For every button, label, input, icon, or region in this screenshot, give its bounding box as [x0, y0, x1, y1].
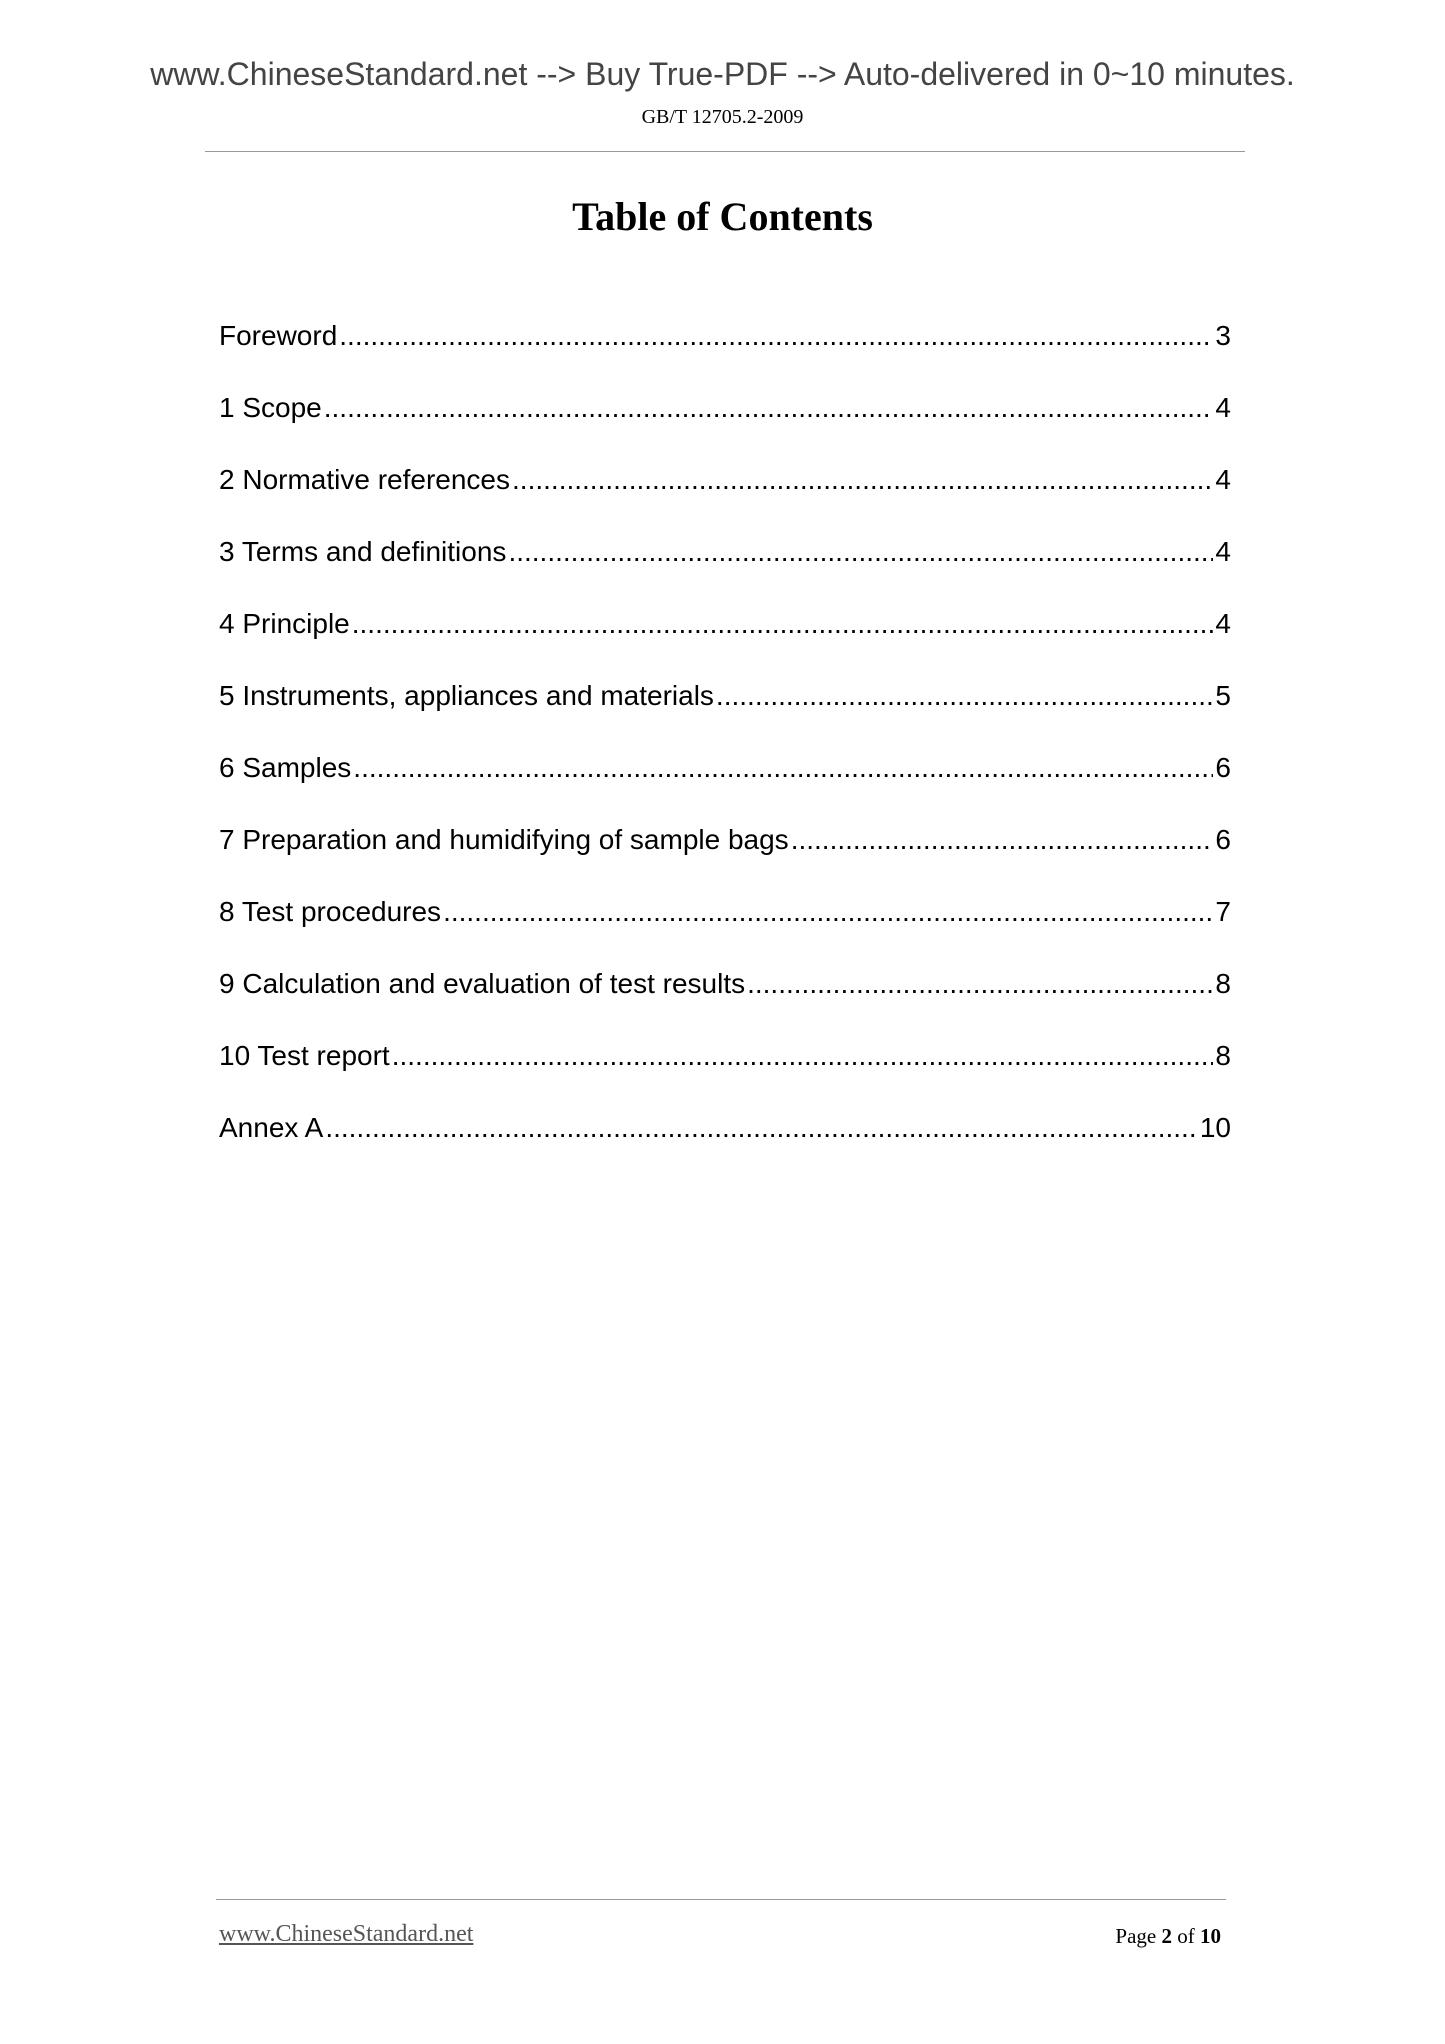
toc-entry-page: 5: [1215, 680, 1231, 711]
table-of-contents: [219, 318, 1231, 1182]
dot-leader: [716, 678, 1214, 714]
footer-website-link[interactable]: www.ChineseStandard.net: [219, 1921, 474, 1947]
toc-entry-page: 10: [1199, 1112, 1231, 1143]
page-current: 2: [1161, 1924, 1172, 1948]
toc-entry-test-procedures[interactable]: [219, 894, 1231, 966]
dot-leader: [324, 390, 1214, 426]
toc-entry-page: 4: [1215, 608, 1231, 639]
dot-leader: [352, 606, 1214, 642]
toc-entry-page: 6: [1215, 752, 1231, 783]
page-prefix: Page: [1115, 1924, 1157, 1948]
dot-leader: [339, 318, 1213, 354]
toc-entry-principle[interactable]: [219, 606, 1231, 678]
toc-entry-label: 9 Calculation and evaluation of test results: [219, 968, 746, 999]
toc-entry-label: 2 Normative references: [219, 464, 511, 495]
page-total: 10: [1200, 1924, 1221, 1948]
toc-entry-normative-references[interactable]: [219, 462, 1231, 534]
toc-entry-label: Annex A: [219, 1112, 324, 1143]
dot-leader: [791, 822, 1214, 858]
toc-entry-page: 6: [1215, 824, 1231, 855]
toc-entry-calculation[interactable]: [219, 966, 1231, 1038]
dot-leader: [747, 966, 1213, 1002]
toc-entry-label: 8 Test procedures: [219, 896, 442, 927]
page-of: of: [1177, 1924, 1195, 1948]
toc-entry-label: 7 Preparation and humidifying of sample bags: [219, 824, 789, 855]
page-number: [1115, 1924, 1221, 1949]
toc-entry-preparation[interactable]: [219, 822, 1231, 894]
toc-entry-scope[interactable]: [219, 390, 1231, 462]
dot-leader: [512, 462, 1213, 498]
toc-entry-page: 7: [1215, 896, 1231, 927]
dot-leader: [443, 894, 1213, 930]
dot-leader: [353, 750, 1213, 786]
toc-entry-page: 8: [1215, 1040, 1231, 1071]
toc-entry-label: 6 Samples: [219, 752, 352, 783]
toc-entry-instruments[interactable]: [219, 678, 1231, 750]
toc-entry-page: 4: [1215, 464, 1231, 495]
toc-entry-terms-and-definitions[interactable]: [219, 534, 1231, 606]
toc-entry-label: 1 Scope: [219, 392, 322, 423]
header-divider: [205, 151, 1245, 152]
toc-entry-page: 4: [1215, 536, 1231, 567]
toc-entry-page: 4: [1215, 392, 1231, 423]
toc-entry-samples[interactable]: [219, 750, 1231, 822]
dot-leader: [392, 1038, 1214, 1074]
toc-entry-annex-a[interactable]: [219, 1110, 1231, 1182]
toc-entry-page: 3: [1215, 320, 1231, 351]
toc-entry-test-report[interactable]: [219, 1038, 1231, 1110]
page-title: Table of Contents: [572, 194, 873, 239]
toc-entry-label: 5 Instruments, appliances and materials: [219, 680, 714, 711]
footer-divider: [216, 1899, 1226, 1900]
toc-entry-page: 8: [1215, 968, 1231, 999]
toc-entry-foreword[interactable]: [219, 318, 1231, 390]
dot-leader: [325, 1110, 1198, 1146]
dot-leader: [508, 534, 1213, 570]
toc-entry-label: Foreword: [219, 320, 338, 351]
toc-entry-label: 10 Test report: [219, 1040, 390, 1071]
toc-entry-label: 3 Terms and definitions: [219, 536, 507, 567]
toc-entry-label: 4 Principle: [219, 608, 350, 639]
standard-code: GB/T 12705.2-2009: [641, 106, 804, 128]
header-banner: www.ChineseStandard.net --> Buy True-PDF --> Auto-delivered in 0~10 minutes.: [150, 56, 1295, 92]
